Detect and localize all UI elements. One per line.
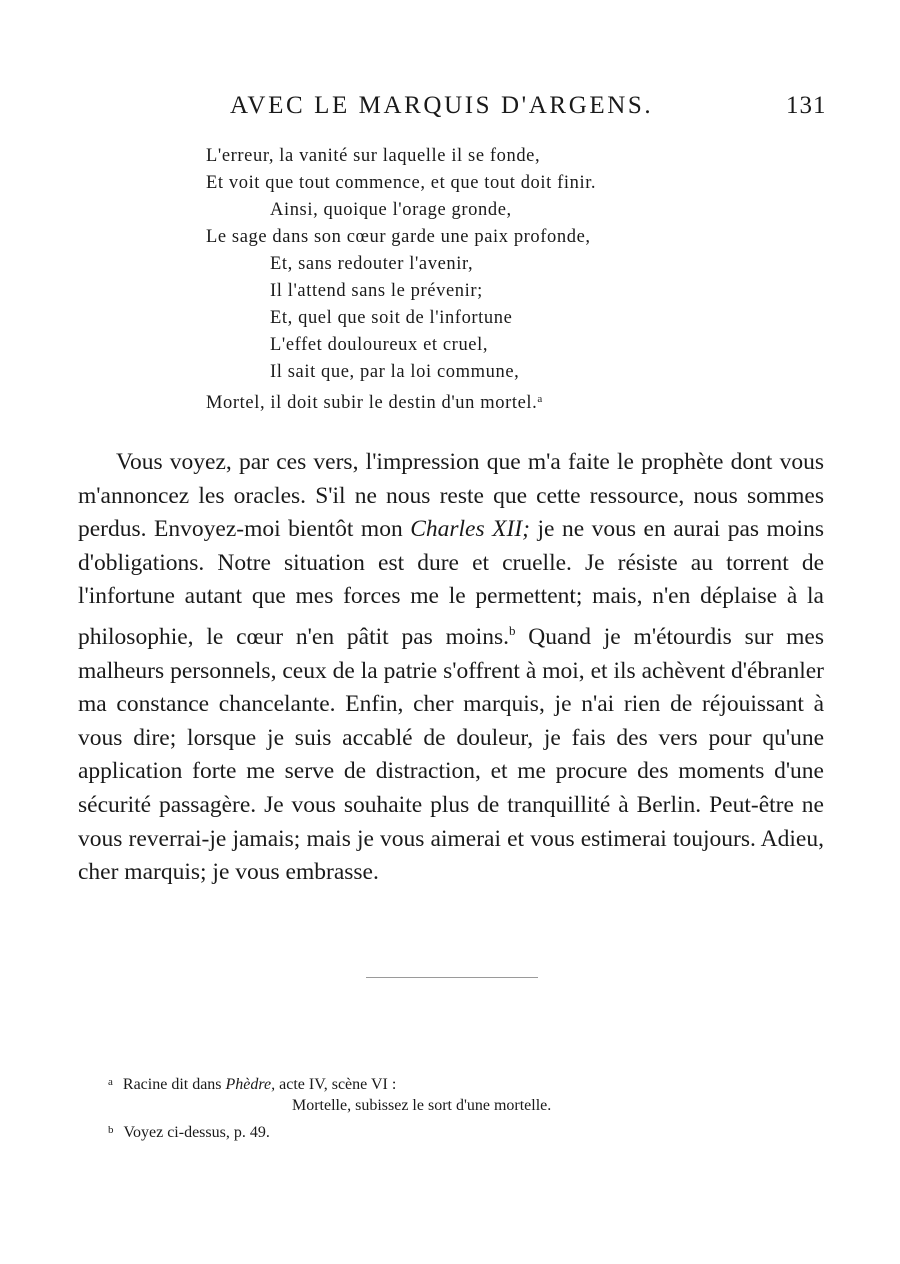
footnote-ref-b[interactable]: b [508,622,516,638]
running-title: AVEC LE MARQUIS D'ARGENS. [230,92,654,119]
section-divider [366,977,538,978]
book-title: Charles XII; [410,516,530,543]
poem-line-text: Mortel, il doit subir le destin d'un mortel. [206,393,538,413]
poem-line: Il l'attend sans le prévenir; [270,281,483,301]
poem-line: Ainsi, quoique l'orage gronde, [270,200,512,220]
poem-line: Et, sans redouter l'avenir, [270,254,474,274]
poem-line: Le sage dans son cœur garde une paix profonde, [206,227,591,247]
play-title: Phèdre, [225,1076,276,1093]
page-number: 131 [786,92,827,119]
running-head [0,92,900,128]
footnote-quote: Mortelle, subissez le sort d'une mortelle. [292,1097,552,1114]
footnote-ref-a[interactable]: a [537,393,543,405]
paragraph-text-3: Quand je m'étourdis sur mes malheurs personnels, ceux de la patrie s'offrent à moi, et ils achèvent d'ébranler ma constance chancelante. Enfin, cher marquis, je n'ai rien de réjouissant à vous dire; lorsque je suis accablé de douleur, je fais des vers pour qu'une application forte me serve de distraction, et me procure des moments d'une sécurité passagère. Je vous souhaite plus de tranquillité à Berlin. Peut-être ne vous reverrai-je jamais; mais je vous aimerai et vous estimerai toujours. Adieu, cher marquis; je vous embrasse. [78,623,824,886]
poem-line: L'erreur, la vanité sur laquelle il se fonde, [206,146,541,166]
footnote-text: Voyez ci-dessus, p. 49. [123,1124,270,1141]
footnote-mark: a [108,1076,113,1088]
poem-line: Et, quel que soit de l'infortune [270,308,513,328]
paragraph-text-2: je ne vous en aurai pas moins d'obligations. Notre situation est dure et cruelle. Je résiste au torrent de l'infortune autant que mes forces me le permettent; mais, n'en déplaise à la philosophie, le cœur n'en pâtit pas moins. [78,516,824,650]
poem-line: Et voit que tout commence, et que tout doit finir. [206,173,597,193]
paragraph-text-1: Vous voyez, par ces vers, l'impression que m'a faite le prophète dont vous m'annoncez les oracles. S'il ne nous reste que cette ressource, nous sommes perdus. Envoyez-moi bientôt mon [78,449,824,543]
footnote-text: acte IV, scène VI : [275,1076,397,1093]
poem-line: Il sait que, par la loi commune, [270,362,520,382]
poem-line: L'effet douloureux et cruel, [270,335,489,355]
footnote-b [108,1118,270,1145]
letter-body [78,446,824,890]
poem-line-last [206,386,543,417]
footnote-a [108,1070,396,1097]
paragraph [78,446,824,890]
footnote-mark: b [108,1124,114,1136]
footnote-text: Racine dit dans [122,1076,226,1093]
